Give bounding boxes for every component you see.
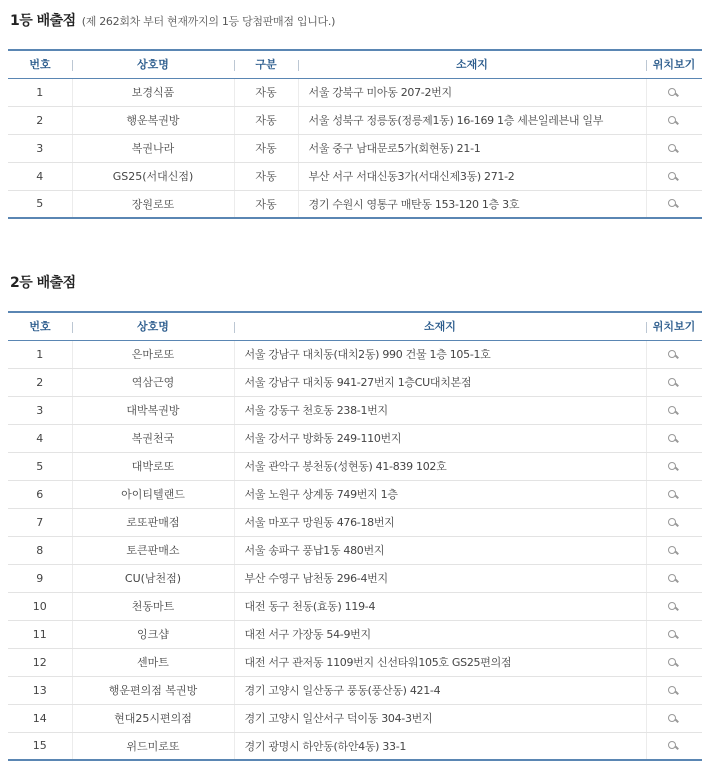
table-row bbox=[8, 648, 702, 676]
row-number: 3 bbox=[8, 396, 72, 424]
store-name: 은마로또 bbox=[72, 340, 234, 368]
magnifier-icon[interactable] bbox=[667, 685, 681, 697]
store-address: 부산 수영구 남천동 296-4번지 bbox=[234, 564, 646, 592]
store-name: 아이티텔랜드 bbox=[72, 480, 234, 508]
store-name: 장원로또 bbox=[72, 190, 234, 218]
magnifier-icon[interactable] bbox=[667, 629, 681, 641]
row-number: 2 bbox=[8, 106, 72, 134]
table-row bbox=[8, 396, 702, 424]
store-name: 복권나라 bbox=[72, 134, 234, 162]
magnifier-icon[interactable] bbox=[667, 713, 681, 725]
magnifier-icon[interactable] bbox=[667, 601, 681, 613]
magnifier-icon[interactable] bbox=[667, 489, 681, 501]
col-header-address: 소재지 bbox=[298, 50, 646, 78]
location-cell bbox=[646, 78, 702, 106]
store-address: 서울 노원구 상계동 749번지 1층 bbox=[234, 480, 646, 508]
magnifier-icon[interactable] bbox=[667, 740, 681, 752]
row-number: 4 bbox=[8, 424, 72, 452]
location-cell bbox=[646, 676, 702, 704]
col-header-name: 상호명 bbox=[72, 312, 234, 340]
store-name: 위드미로또 bbox=[72, 732, 234, 760]
location-cell bbox=[646, 480, 702, 508]
table-row bbox=[8, 134, 702, 162]
table-row bbox=[8, 106, 702, 134]
magnifier-icon[interactable] bbox=[667, 349, 681, 361]
location-cell bbox=[646, 340, 702, 368]
second-prize-table bbox=[8, 311, 702, 761]
magnifier-icon[interactable] bbox=[667, 657, 681, 669]
store-address: 서울 강남구 대치동(대치2동) 990 건물 1층 105-1호 bbox=[234, 340, 646, 368]
store-address: 대전 서구 관저동 1109번지 신선타워105호 GS25편의점 bbox=[234, 648, 646, 676]
table-row bbox=[8, 190, 702, 218]
store-name: 복권천국 bbox=[72, 424, 234, 452]
location-cell bbox=[646, 190, 702, 218]
magnifier-icon[interactable] bbox=[667, 405, 681, 417]
location-cell bbox=[646, 508, 702, 536]
store-address: 경기 수원시 영통구 매탄동 153-120 1층 3호 bbox=[298, 190, 646, 218]
row-number: 5 bbox=[8, 190, 72, 218]
store-name: 센마트 bbox=[72, 648, 234, 676]
col-header-location: 위치보기 bbox=[646, 50, 702, 78]
magnifier-icon[interactable] bbox=[667, 517, 681, 529]
store-name: 잉크샵 bbox=[72, 620, 234, 648]
store-address: 대전 서구 가장동 54-9번지 bbox=[234, 620, 646, 648]
store-name: 행운복권방 bbox=[72, 106, 234, 134]
second-prize-section-title bbox=[10, 272, 76, 292]
row-number: 6 bbox=[8, 480, 72, 508]
table-row bbox=[8, 78, 702, 106]
store-name: 현대25시편의점 bbox=[72, 704, 234, 732]
location-cell bbox=[646, 592, 702, 620]
store-address: 서울 중구 남대문로5가(회현동) 21-1 bbox=[298, 134, 646, 162]
table-row bbox=[8, 592, 702, 620]
col-header-name: 상호명 bbox=[72, 50, 234, 78]
first-prize-table bbox=[8, 49, 702, 219]
magnifier-icon[interactable] bbox=[667, 171, 681, 183]
table-row bbox=[8, 162, 702, 190]
row-number: 1 bbox=[8, 78, 72, 106]
row-number: 14 bbox=[8, 704, 72, 732]
location-cell bbox=[646, 564, 702, 592]
store-address: 서울 강남구 대치동 941-27번지 1층CU대치본점 bbox=[234, 368, 646, 396]
magnifier-icon[interactable] bbox=[667, 115, 681, 127]
draw-type: 자동 bbox=[234, 78, 298, 106]
table-row bbox=[8, 452, 702, 480]
location-cell bbox=[646, 452, 702, 480]
second-prize-title: 2등 배출점 bbox=[10, 275, 76, 291]
location-cell bbox=[646, 134, 702, 162]
row-number: 7 bbox=[8, 508, 72, 536]
location-cell bbox=[646, 396, 702, 424]
second-prize-rows bbox=[8, 340, 702, 760]
col-header-number: 번호 bbox=[8, 50, 72, 78]
table-row bbox=[8, 480, 702, 508]
draw-type: 자동 bbox=[234, 190, 298, 218]
row-number: 13 bbox=[8, 676, 72, 704]
location-cell bbox=[646, 536, 702, 564]
row-number: 10 bbox=[8, 592, 72, 620]
row-number: 12 bbox=[8, 648, 72, 676]
store-name: 천동마트 bbox=[72, 592, 234, 620]
magnifier-icon[interactable] bbox=[667, 573, 681, 585]
draw-type: 자동 bbox=[234, 106, 298, 134]
col-header-type: 구분 bbox=[234, 50, 298, 78]
row-number: 3 bbox=[8, 134, 72, 162]
magnifier-icon[interactable] bbox=[667, 143, 681, 155]
store-name: CU(남천점) bbox=[72, 564, 234, 592]
store-address: 서울 관악구 봉천동(성현동) 41-839 102호 bbox=[234, 452, 646, 480]
store-address: 서울 마포구 망원동 476-18번지 bbox=[234, 508, 646, 536]
store-name: 대박복권방 bbox=[72, 396, 234, 424]
store-name: 역삼근영 bbox=[72, 368, 234, 396]
store-address: 서울 강서구 방화동 249-110번지 bbox=[234, 424, 646, 452]
row-number: 5 bbox=[8, 452, 72, 480]
table-row bbox=[8, 340, 702, 368]
row-number: 4 bbox=[8, 162, 72, 190]
store-address: 서울 강북구 미아동 207-2번지 bbox=[298, 78, 646, 106]
store-name: 행운편의점 복권방 bbox=[72, 676, 234, 704]
magnifier-icon[interactable] bbox=[667, 461, 681, 473]
store-name: 보경식품 bbox=[72, 78, 234, 106]
magnifier-icon[interactable] bbox=[667, 198, 681, 210]
table-row bbox=[8, 508, 702, 536]
first-prize-section-title bbox=[10, 10, 335, 30]
store-address: 경기 광명시 하안동(하안4동) 33-1 bbox=[234, 732, 646, 760]
col-header-location: 위치보기 bbox=[646, 312, 702, 340]
store-address: 경기 고양시 일산서구 덕이동 304-3번지 bbox=[234, 704, 646, 732]
col-header-number: 번호 bbox=[8, 312, 72, 340]
magnifier-icon[interactable] bbox=[667, 87, 681, 99]
location-cell bbox=[646, 732, 702, 760]
location-cell bbox=[646, 424, 702, 452]
table-header-row bbox=[8, 312, 702, 340]
table-row bbox=[8, 536, 702, 564]
col-header-address: 소재지 bbox=[234, 312, 646, 340]
table-row bbox=[8, 620, 702, 648]
store-address: 서울 송파구 풍납1동 480번지 bbox=[234, 536, 646, 564]
table-row bbox=[8, 424, 702, 452]
table-row bbox=[8, 704, 702, 732]
location-cell bbox=[646, 106, 702, 134]
draw-type: 자동 bbox=[234, 162, 298, 190]
table-row bbox=[8, 676, 702, 704]
store-name: 로또판매점 bbox=[72, 508, 234, 536]
location-cell bbox=[646, 704, 702, 732]
draw-type: 자동 bbox=[234, 134, 298, 162]
table-row bbox=[8, 564, 702, 592]
store-address: 경기 고양시 일산동구 풍동(풍산동) 421-4 bbox=[234, 676, 646, 704]
magnifier-icon[interactable] bbox=[667, 545, 681, 557]
row-number: 9 bbox=[8, 564, 72, 592]
location-cell bbox=[646, 620, 702, 648]
location-cell bbox=[646, 162, 702, 190]
store-address: 서울 강동구 천호동 238-1번지 bbox=[234, 396, 646, 424]
store-name: 토큰판매소 bbox=[72, 536, 234, 564]
table-row bbox=[8, 732, 702, 760]
store-name: GS25(서대신점) bbox=[72, 162, 234, 190]
location-cell bbox=[646, 648, 702, 676]
magnifier-icon[interactable] bbox=[667, 433, 681, 445]
row-number: 1 bbox=[8, 340, 72, 368]
magnifier-icon[interactable] bbox=[667, 377, 681, 389]
first-prize-note: (제 262회차 부터 현재까지의 1등 당첨판매점 입니다.) bbox=[81, 15, 336, 28]
table-row bbox=[8, 368, 702, 396]
location-cell bbox=[646, 368, 702, 396]
first-prize-rows bbox=[8, 78, 702, 218]
row-number: 15 bbox=[8, 732, 72, 760]
first-prize-title: 1등 배출점 bbox=[10, 13, 76, 29]
row-number: 11 bbox=[8, 620, 72, 648]
table-header-row bbox=[8, 50, 702, 78]
store-name: 대박로또 bbox=[72, 452, 234, 480]
row-number: 2 bbox=[8, 368, 72, 396]
store-address: 부산 서구 서대신동3가(서대신제3동) 271-2 bbox=[298, 162, 646, 190]
row-number: 8 bbox=[8, 536, 72, 564]
store-address: 대전 동구 천동(효동) 119-4 bbox=[234, 592, 646, 620]
store-address: 서울 성북구 정릉동(정릉제1동) 16-169 1층 세븐일레븐내 일부 bbox=[298, 106, 646, 134]
